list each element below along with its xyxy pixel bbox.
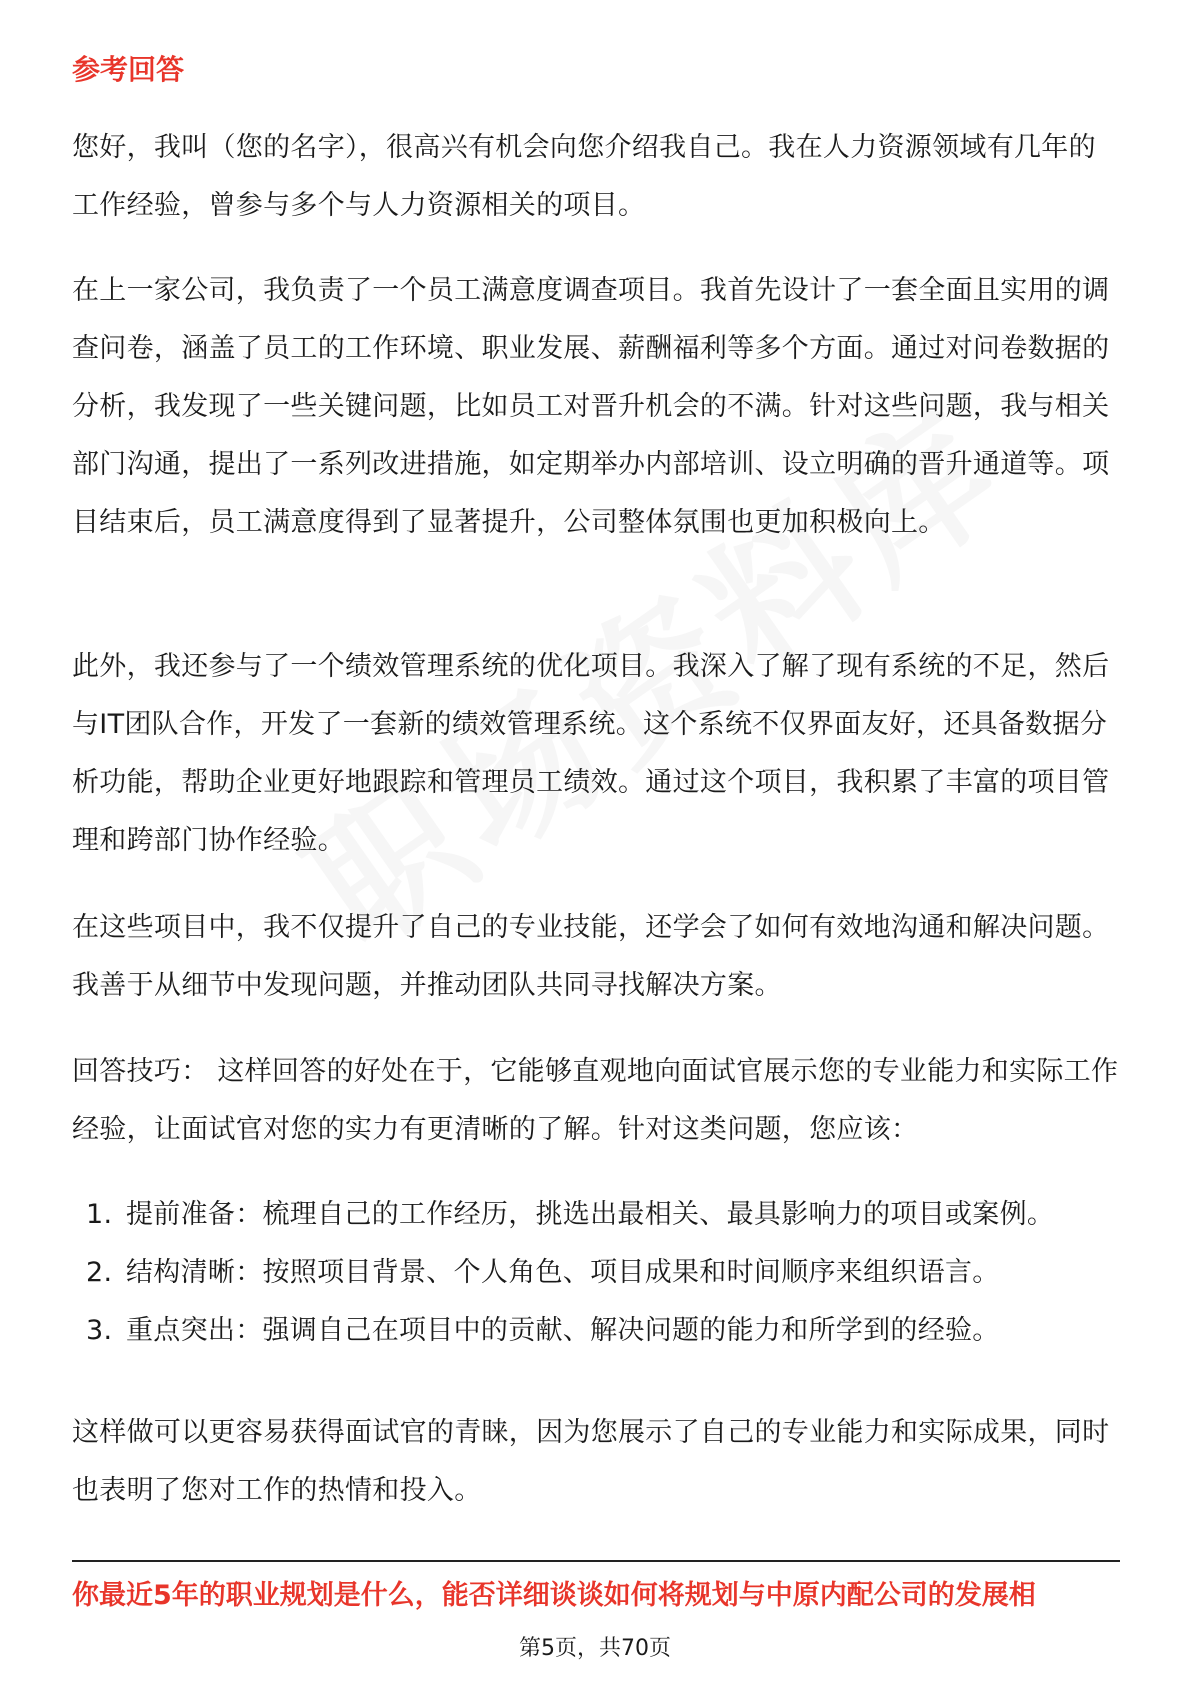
list-item-number: 1.: [86, 1199, 113, 1230]
answer-paragraph-survey-project: 在上一家公司，我负责了一个员工满意度调查项目。我首先设计了一套全面且实用的调查问卷，涵盖了员工的工作环境、职业发展、薪酬福利等多个方面。通过对问卷数据的分析，我发现了一些关键问题，比如员工对晋升机会的不满。针对这些问题，我与相关部门沟通，提出了一系列改进措施，如定期举办内部培训、设立明确的晋升通道等。项目结束后，员工满意度得到了显著提升，公司整体氛围也更加积极向上。: [72, 275, 1110, 538]
list-item: [86, 1186, 1120, 1244]
list-item-text: 重点突出：强调自己在项目中的贡献、解决问题的能力和所学到的经验。: [126, 1315, 1000, 1346]
answer-paragraph-intro: 您好，我叫（您的名字），很高兴有机会向您介绍我自己。我在人力资源领域有几年的工作经验，曾参与多个与人力资源相关的项目。: [72, 132, 1096, 221]
answer-tips-intro: 回答技巧： 这样回答的好处在于，它能够直观地向面试官展示您的专业能力和实际工作经验，让面试官对您的实力有更清晰的了解。针对这类问题，您应该：: [72, 1056, 1119, 1145]
list-item: [86, 1302, 1120, 1360]
list-item-text: 提前准备：梳理自己的工作经历，挑选出最相关、最具影响力的项目或案例。: [126, 1199, 1055, 1230]
section-heading: 参考回答: [72, 53, 185, 86]
answer-paragraph-summary: 在这些项目中，我不仅提升了自己的专业技能，还学会了如何有效地沟通和解决问题。我善于从细节中发现问题，并推动团队共同寻找解决方案。: [72, 912, 1110, 1001]
list-item-number: 3.: [86, 1315, 113, 1346]
closing-paragraph: 这样做可以更容易获得面试官的青睐，因为您展示了自己的专业能力和实际成果，同时也表明了您对工作的热情和投入。: [72, 1417, 1110, 1506]
answer-paragraph-performance-project: 此外，我还参与了一个绩效管理系统的优化项目。我深入了解了现有系统的不足，然后与IT团队合作，开发了一套新的绩效管理系统。这个系统不仅界面友好，还具备数据分析功能，帮助企业更好地跟踪和管理员工绩效。通过这个项目，我积累了丰富的项目管理和跨部门协作经验。: [72, 651, 1110, 856]
section-divider: [72, 1560, 1120, 1562]
tips-list: [86, 1186, 1120, 1360]
list-item-text: 结构清晰：按照项目背景、个人角色、项目成果和时间顺序来组织语言。: [126, 1257, 1000, 1288]
list-item: [86, 1244, 1120, 1302]
page-footer: 第5页，共70页: [519, 1636, 671, 1661]
list-item-number: 2.: [86, 1257, 113, 1288]
next-question-heading: 你最近5年的职业规划是什么，能否详细谈谈如何将规划与中原内配公司的发展相: [72, 1580, 1036, 1611]
document-page: [72, 0, 1120, 1684]
